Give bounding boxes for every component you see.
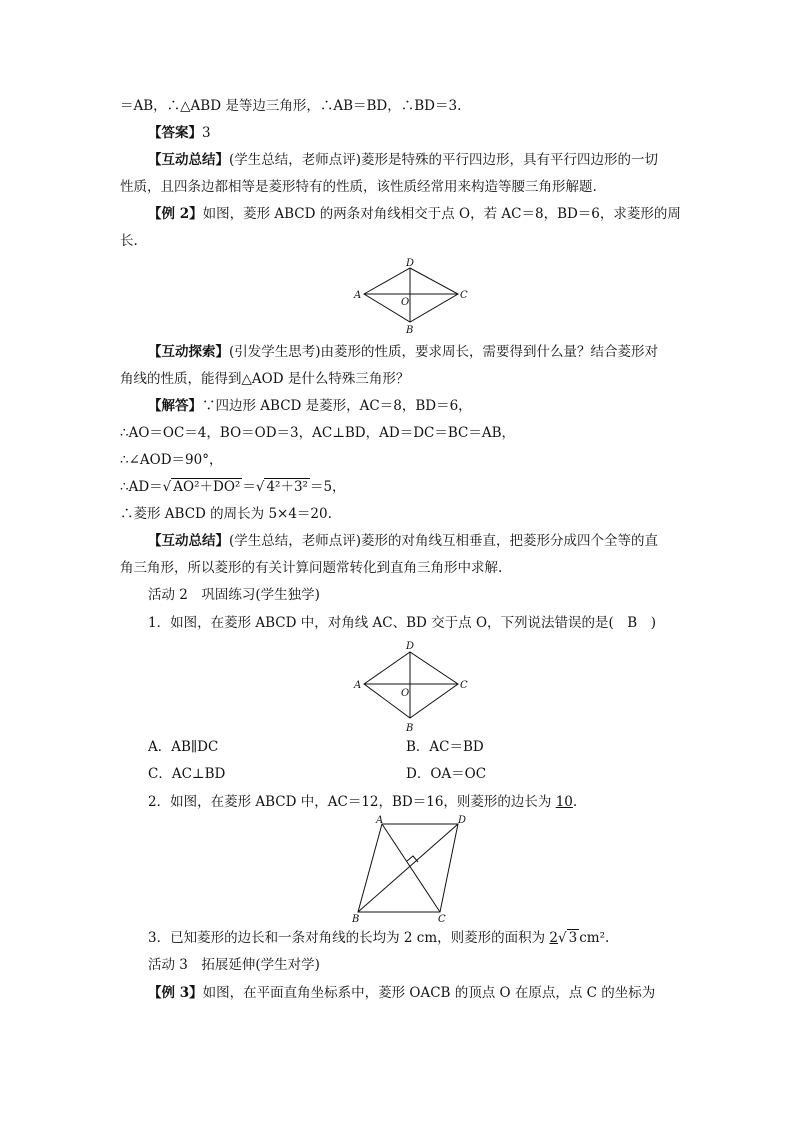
option-d: D．OA＝OC (406, 766, 487, 782)
question3-answer (549, 930, 579, 946)
example2-line-a (148, 204, 708, 224)
sqrt-2-radicand: 4²＋3² (266, 479, 308, 495)
fig1-label-o: O (401, 297, 410, 308)
summary1-line-a (148, 150, 708, 170)
fig2-label-a: A (354, 680, 362, 691)
activity3-title: 活动 3 拓展延伸(学生对学) (148, 957, 320, 973)
question2-line (148, 792, 708, 812)
solution-text-2: ∴AO＝OC＝4，BO＝OD＝3，AC⊥BD，AD＝DC＝BC＝AB， (120, 425, 516, 441)
example3-label: 【例 3】 (148, 985, 203, 1001)
activity2-title: 活动 2 巩固练习(学生独学) (148, 587, 320, 603)
explore-label: 【互动探索】 (148, 344, 229, 360)
example2-text-a: 如图，菱形 ABCD 的两条对角线相交于点 O，若 AC＝8，BD＝6，求菱形的周 (202, 206, 681, 222)
rhombus-figure-3 (346, 814, 476, 926)
answer-line (148, 123, 708, 143)
rhombus-figure-1 (348, 256, 473, 334)
answer-label: 【答案】 (148, 125, 202, 141)
solution-label: 【解答】 (148, 398, 202, 414)
summary2-text-b: 角三角形，所以菱形的有关计算问题常转化到直角三角形中求解. (120, 560, 503, 576)
summary1-label: 【互动总结】 (148, 152, 229, 168)
solution-4-pre: ∴AD＝ (120, 479, 163, 495)
solution-4-mid: ＝ (242, 479, 256, 495)
summary1-text-a: (学生总结，老师点评)菱形是特殊的平行四边形，具有平行四边形的一切 (229, 152, 659, 168)
sqrt-3: √ 3 (558, 930, 578, 946)
solution-text-1: ∵四边形 ABCD 是菱形，AC＝8，BD＝6， (202, 398, 472, 414)
example2-text-b: 长. (120, 233, 138, 249)
example2-label: 【例 2】 (148, 206, 203, 222)
question2-answer: 10 (555, 794, 573, 810)
fig2-label-c: C (460, 680, 468, 691)
summary2-text-a: (学生总结，老师点评)菱形的对角线互相垂直，把菱形分成四个全等的直 (229, 533, 659, 549)
fig1-label-c: C (460, 290, 468, 301)
solution-line-1 (148, 396, 708, 416)
fig2-label-b: B (406, 723, 414, 734)
solution-line-4 (120, 477, 680, 497)
sqrt-2: √ 4²＋3² (255, 479, 308, 495)
fig3-label-c: C (438, 914, 446, 925)
option-a: A．AB∥DC (148, 739, 219, 755)
sqrt-1: √ AO²＋DO² (162, 479, 241, 495)
question2-post: . (572, 794, 578, 810)
sqrt-3-radicand: 3 (568, 930, 578, 946)
example3-text-a: 如图，在平面直角坐标系中，菱形 OACB 的顶点 O 在原点，点 C 的坐标为 (202, 985, 656, 1001)
sqrt-1-radicand: AO²＋DO² (173, 479, 241, 495)
summary2-line-a (148, 531, 708, 551)
question1-text: 1．如图，在菱形 ABCD 中，对角线 AC、BD 交于点 O，下列说法错误的是( B ) (148, 615, 656, 631)
question2-text: 2．如图，在菱形 ABCD 中，AC＝12，BD＝16，则菱形的边长为 (148, 794, 556, 810)
summary1-text-b: 性质，且四条边都相等是菱形特有的性质，该性质经常用来构造等腰三角形解题. (120, 179, 597, 195)
question3-line (148, 928, 708, 948)
explore-text-a: (引发学生思考)由菱形的性质，要求周长，需要得到什么量？结合菱形对 (229, 344, 659, 360)
question3-post: cm². (579, 930, 610, 946)
fig1-label-d: D (406, 258, 415, 269)
question3-answer-coef: 2 (549, 930, 559, 946)
fig1-label-b: B (406, 325, 414, 334)
solution-text-3: ∴∠AOD＝90°， (120, 452, 223, 468)
fig3-label-a: A (376, 815, 384, 826)
fig2-label-o: O (401, 688, 410, 699)
summary2-label: 【互动总结】 (148, 533, 229, 549)
answer-value: 3 (202, 125, 211, 141)
solution-text-5: ∴菱形 ABCD 的周长为 5×4＝20. (120, 506, 332, 522)
fig2-label-d: D (406, 641, 415, 652)
rhombus-figure-2 (348, 638, 473, 736)
option-c: C．AC⊥BD (148, 766, 226, 782)
explore-line-a (148, 342, 708, 362)
text-line-1: ＝AB，∴△ABD 是等边三角形，∴AB＝BD，∴BD＝3. (120, 98, 462, 114)
question3-text: 3．已知菱形的边长和一条对角线的长均为 2 cm，则菱形的面积为 (148, 930, 550, 946)
fig3-label-b: B (352, 914, 360, 925)
fig3-label-d: D (458, 815, 467, 826)
solution-4-post: ＝5， (309, 479, 346, 495)
fig1-label-a: A (354, 290, 362, 301)
option-b: B．AC＝BD (406, 739, 484, 755)
example3-line-a (148, 983, 708, 1003)
explore-text-b: 角线的性质，能得到△AOD 是什么特殊三角形？ (120, 371, 410, 387)
